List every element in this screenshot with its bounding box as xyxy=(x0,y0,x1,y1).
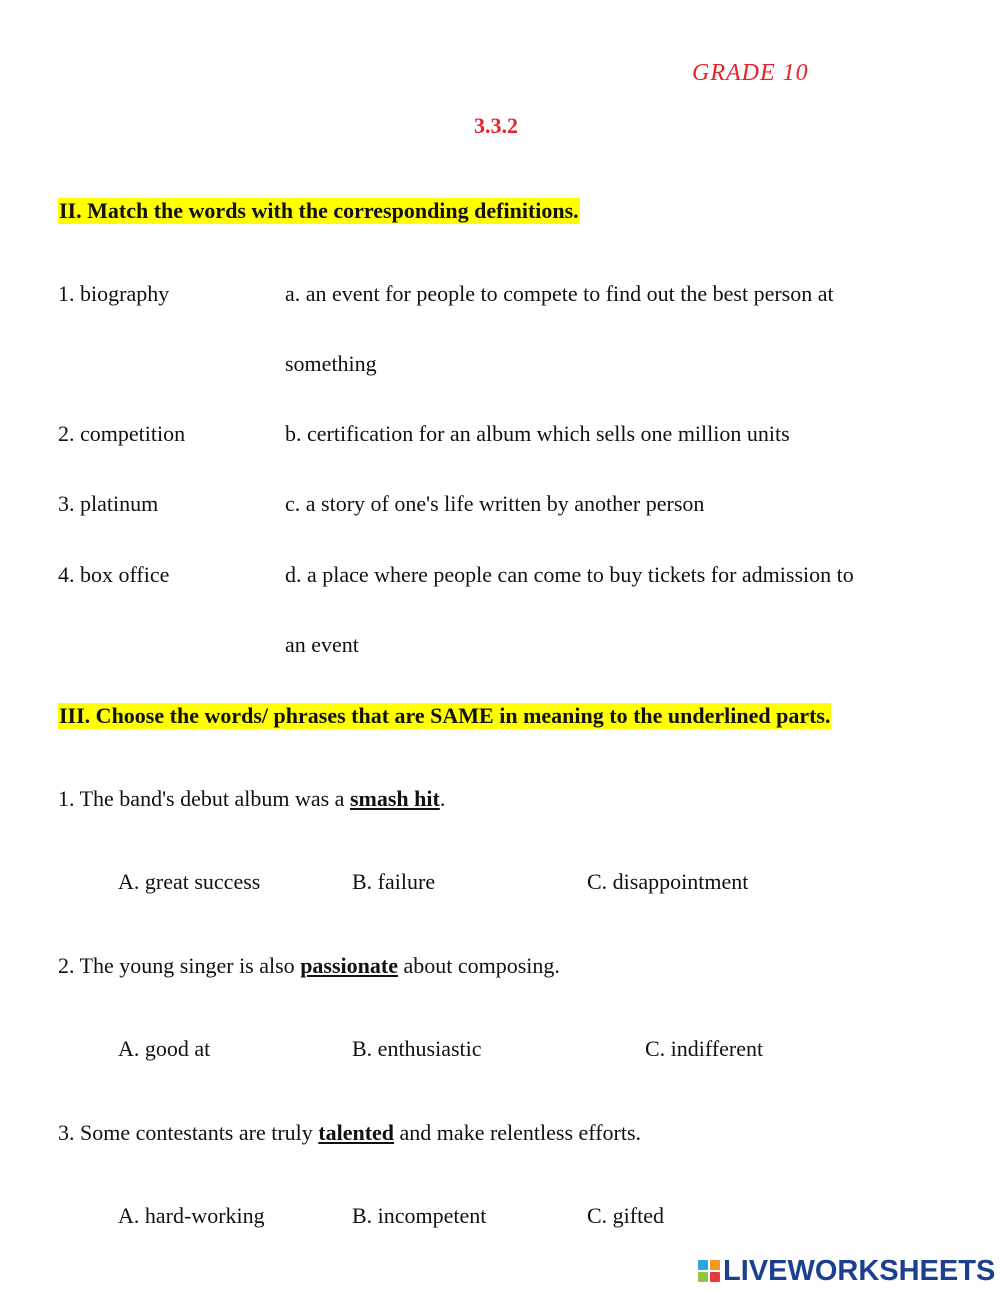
match-word-4: 4. box office xyxy=(58,562,170,587)
q1-option-a[interactable]: A. great success xyxy=(118,869,261,894)
grade-label: GRADE 10 xyxy=(692,60,809,86)
definition-c: c. a story of one's life written by another person xyxy=(285,491,705,516)
q2-option-a[interactable]: A. good at xyxy=(118,1036,211,1061)
definition-a-line2: something xyxy=(285,351,377,376)
match-word-1: 1. biography xyxy=(58,281,170,306)
definition-a-line1: a. an event for people to compete to find out the best person at xyxy=(285,281,834,306)
question-3 xyxy=(58,1120,641,1146)
logo-text: LIVEWORKSHEETS xyxy=(723,1254,996,1287)
logo-block-l xyxy=(698,1260,708,1270)
question-1 xyxy=(58,786,445,812)
liveworksheets-logo xyxy=(698,1252,995,1290)
question-2 xyxy=(58,953,560,979)
section-3-heading: III. Choose the words/ phrases that are SAME in meaning to the underlined parts. xyxy=(59,703,831,728)
logo-block-i xyxy=(710,1260,720,1270)
definition-d-line1: d. a place where people can come to buy tickets for admission to xyxy=(285,562,854,587)
q3-option-c[interactable]: C. gifted xyxy=(587,1203,664,1228)
q1-option-c[interactable]: C. disappointment xyxy=(587,869,749,894)
question-1-after: . xyxy=(439,786,446,811)
match-word-3: 3. platinum xyxy=(58,491,159,516)
definition-d-line2: an event xyxy=(285,632,359,657)
section-2-heading: II. Match the words with the corresponding definitions. xyxy=(59,198,579,223)
logo-block-v xyxy=(698,1272,708,1282)
q2-option-c[interactable]: C. indifferent xyxy=(645,1036,764,1061)
question-3-after: and make relentless efforts. xyxy=(394,1120,642,1145)
q3-option-a[interactable]: A. hard-working xyxy=(118,1203,265,1228)
question-1-before: 1. The band's debut album was a xyxy=(58,786,350,811)
logo-block-e xyxy=(710,1272,720,1282)
q1-option-b[interactable]: B. failure xyxy=(352,869,436,894)
question-2-underlined: passionate xyxy=(300,953,398,978)
question-2-before: 2. The young singer is also xyxy=(58,953,301,978)
question-3-before: 3. Some contestants are truly xyxy=(58,1120,319,1145)
match-word-2: 2. competition xyxy=(58,421,186,446)
definition-b: b. certification for an album which sells one million units xyxy=(285,421,790,446)
question-3-underlined: talented xyxy=(318,1120,395,1145)
q2-option-b[interactable]: B. enthusiastic xyxy=(352,1036,482,1061)
question-1-underlined: smash hit xyxy=(349,786,440,811)
logo-blocks-icon xyxy=(698,1260,720,1282)
question-2-after: about composing. xyxy=(397,953,560,978)
worksheet-code: 3.3.2 xyxy=(474,113,518,138)
q3-option-b[interactable]: B. incompetent xyxy=(352,1203,487,1228)
